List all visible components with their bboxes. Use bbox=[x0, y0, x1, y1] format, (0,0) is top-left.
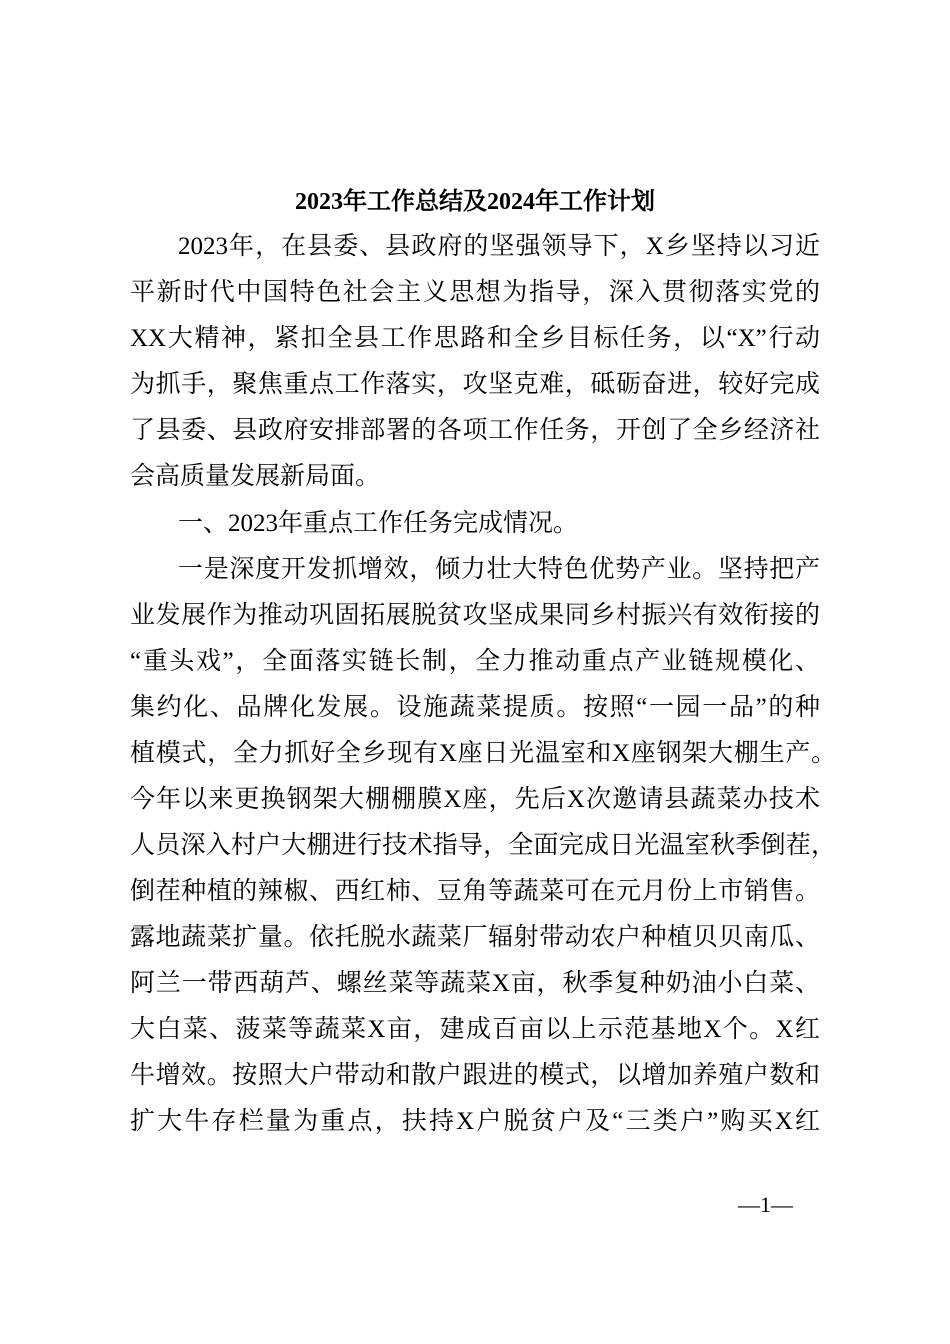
body-line: “重头戏”，全面落实链长制，全力推动重点产业链规模化、 bbox=[130, 648, 820, 675]
body-line: 扩大牛存栏量为重点，扶持X户脱贫户及“三类户”购买X红 bbox=[130, 1108, 820, 1135]
intro-line: 会高质量发展新局面。 bbox=[130, 463, 381, 490]
body-line: 倒茬种植的辣椒、西红柿、豆角等蔬菜可在元月份上市销售。 bbox=[130, 878, 820, 905]
body-line: 人员深入村户大棚进行技术指导，全面完成日光温室秋季倒茬， bbox=[130, 832, 836, 859]
body-line: 植模式，全力抓好全乡现有X座日光温室和X座钢架大棚生产。 bbox=[130, 740, 836, 767]
page-number: —1— bbox=[738, 1192, 793, 1217]
body-line: 露地蔬菜扩量。依托脱水蔬菜厂辐射带动农户种植贝贝南瓜、 bbox=[130, 924, 820, 951]
section-heading: 一、2023年重点工作任务完成情况。 bbox=[178, 510, 579, 537]
body-line: 大白菜、菠菜等蔬菜X亩，建成百亩以上示范基地X个。X红 bbox=[130, 1016, 820, 1043]
body-line: 集约化、品牌化发展。设施蔬菜提质。按照“一园一品”的种 bbox=[130, 694, 820, 721]
intro-line: 了县委、县政府安排部署的各项工作任务，开创了全乡经济社 bbox=[130, 417, 820, 444]
intro-line: XX大精神，紧扣全县工作思路和全乡目标任务，以“X”行动 bbox=[130, 325, 820, 352]
body-line: 阿兰一带西葫芦、螺丝菜等蔬菜X亩，秋季复种奶油小白菜、 bbox=[130, 970, 820, 997]
body-line: 牛增效。按照大户带动和散户跟进的模式，以增加养殖户数和 bbox=[130, 1062, 820, 1089]
body-line: 今年以来更换钢架大棚棚膜X座，先后X次邀请县蔬菜办技术 bbox=[130, 786, 820, 813]
intro-line: 平新时代中国特色社会主义思想为指导，深入贯彻落实党的 bbox=[130, 279, 820, 306]
document-title: 2023年工作总结及2024年工作计划 bbox=[295, 189, 655, 215]
intro-line: 为抓手，聚焦重点工作落实，攻坚克难，砥砺奋进，较好完成 bbox=[130, 371, 820, 398]
body-line: 一是深度开发抓增效，倾力壮大特色优势产业。坚持把产 bbox=[178, 556, 820, 583]
body-line: 业发展作为推动巩固拓展脱贫攻坚成果同乡村振兴有效衔接的 bbox=[130, 602, 820, 629]
intro-line: 2023年，在县委、县政府的坚强领导下，X乡坚持以习近 bbox=[178, 233, 820, 260]
